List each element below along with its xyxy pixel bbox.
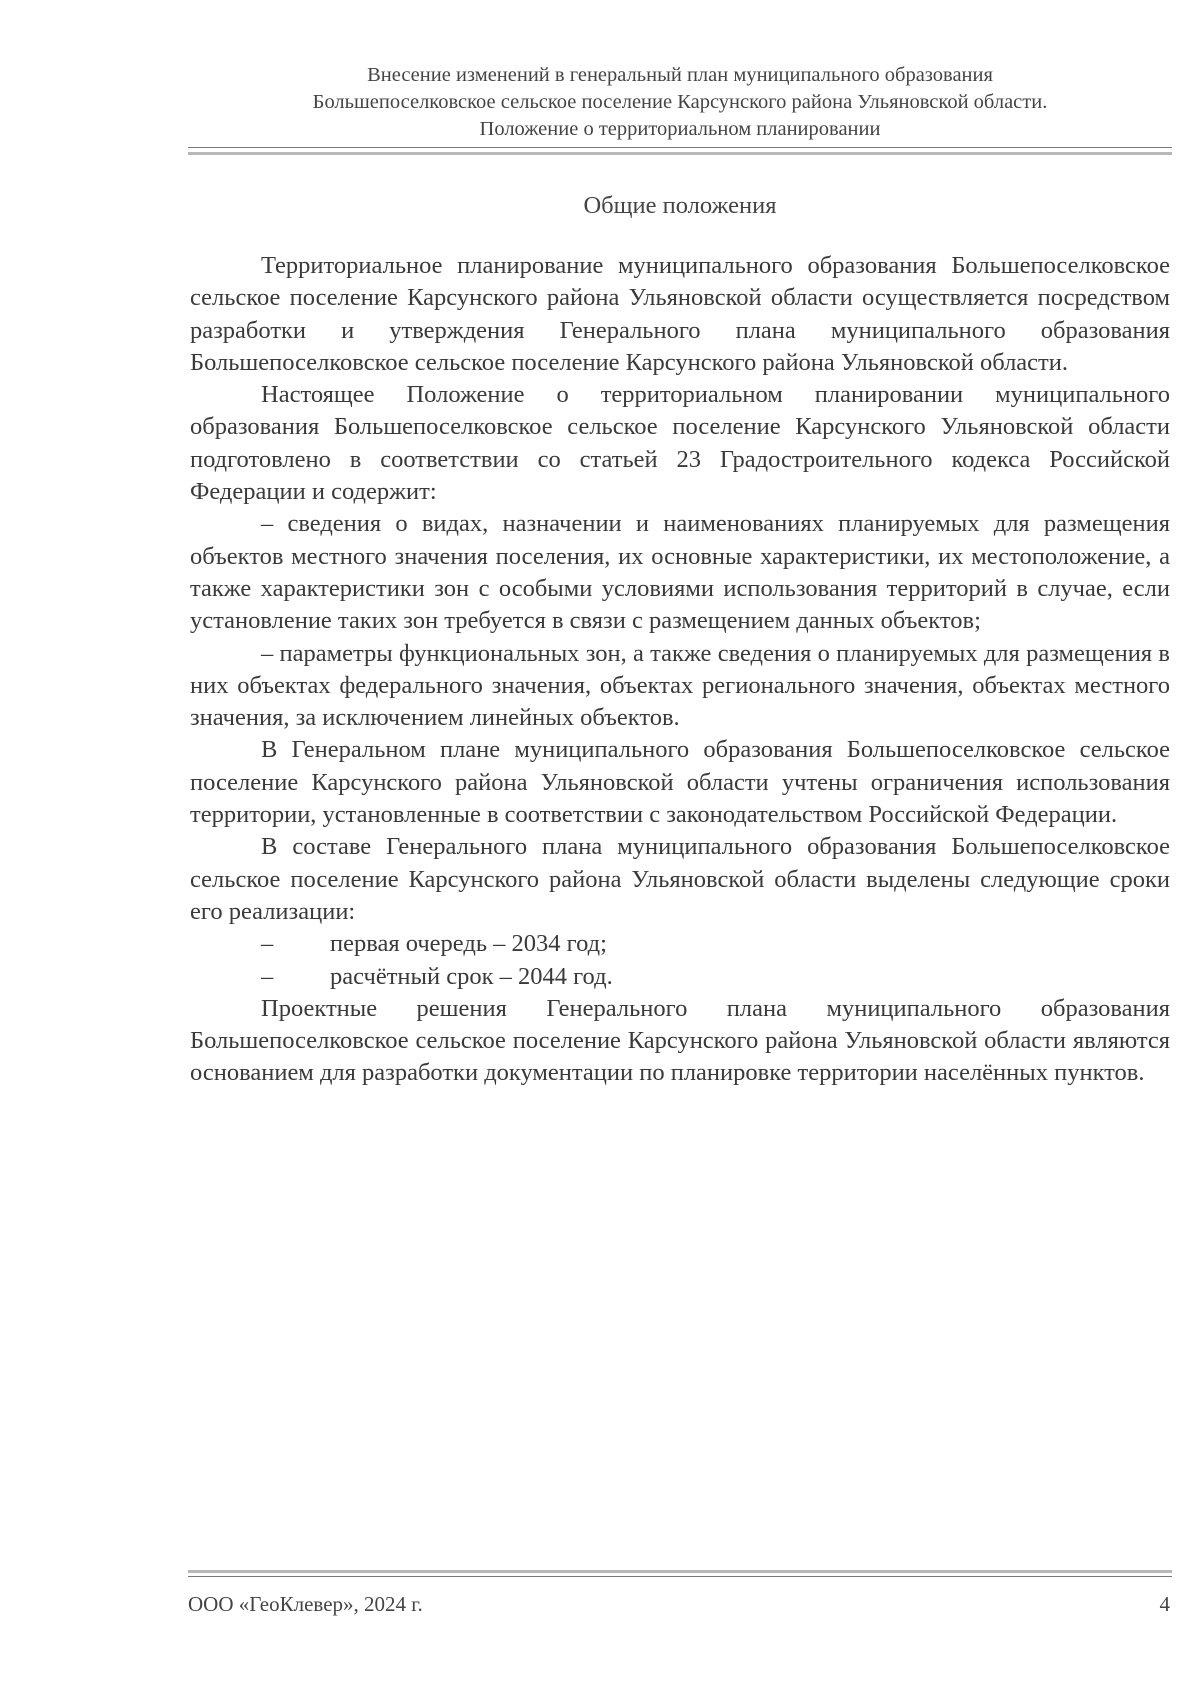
- section-title: Общие положения: [583, 192, 777, 219]
- term-dash: –: [261, 962, 274, 990]
- page-header: [190, 62, 1170, 143]
- footer-company: ООО «ГеоКлевер», 2024 г.: [188, 1592, 423, 1616]
- footer-rule-thick: [188, 1570, 1172, 1573]
- list-item: – сведения о видах, назначении и наименованиях планируемых для размещения объектов местного значения поселения, их основные характеристики, их местоположение, а также характеристики зон с особыми условиями использования территорий в случае, если установление таких зон требуется в связи с размещением данных объектов;: [190, 510, 1170, 635]
- term-dash: –: [261, 930, 274, 958]
- footer-rule: [188, 1576, 1172, 1577]
- term-item: [190, 928, 1170, 960]
- term-text: первая очередь – 2034 год;: [330, 930, 607, 958]
- term-item: [190, 961, 1170, 993]
- paragraph: В Генеральном плане муниципального образования Большепоселковское сельское поселение Карсунского района Ульяновской области учтены ограничения использования территории, установленные в соответствии с законодательством Российской Федерации.: [190, 736, 1170, 829]
- term-text: расчётный срок – 2044 год.: [330, 962, 613, 990]
- page-number: 4: [1159, 1592, 1170, 1616]
- document-body: [190, 250, 1170, 1090]
- paragraph: Проектные решения Генерального плана муниципального образования Большепоселковское сельское поселение Карсунского района Ульяновской области являются основанием для разработки документации по планировке территории населённых пунктов.: [190, 994, 1170, 1087]
- paragraph: В составе Генерального плана муниципального образования Большепоселковское сельское поселение Карсунского района Ульяновской области выделены следующие сроки его реализации:: [190, 833, 1170, 925]
- header-rule: [188, 147, 1172, 148]
- header-line-2: Большепоселковское сельское поселение Карсунского района Ульяновской области.: [312, 91, 1048, 113]
- paragraph: Территориальное планирование муниципального образования Большепоселковское сельское поселение Карсунского района Ульяновской области осуществляется посредством разработки и утверждения Генерального плана муниципального образования Большепоселковское сельское поселение Карсунского района Ульяновской области.: [190, 252, 1170, 376]
- list-item: – параметры функциональных зон, а также сведения о планируемых для размещения в них объектах федерального значения, объектах регионального значения, объектах местного значения, за исключением линейных объектов.: [190, 639, 1170, 732]
- header-line-1: Внесение изменений в генеральный план муниципального образования: [367, 64, 993, 86]
- header-rule-thick: [188, 152, 1172, 155]
- header-line-3: Положение о территориальном планировании: [479, 118, 881, 140]
- paragraph: Настоящее Положение о территориальном планировании муниципального образования Большепоселковское сельское поселение Карсунского Ульяновской области подготовлено в соответствии со статьей 23 Градостроительного кодекса Российской Федерации и содержит:: [190, 381, 1170, 506]
